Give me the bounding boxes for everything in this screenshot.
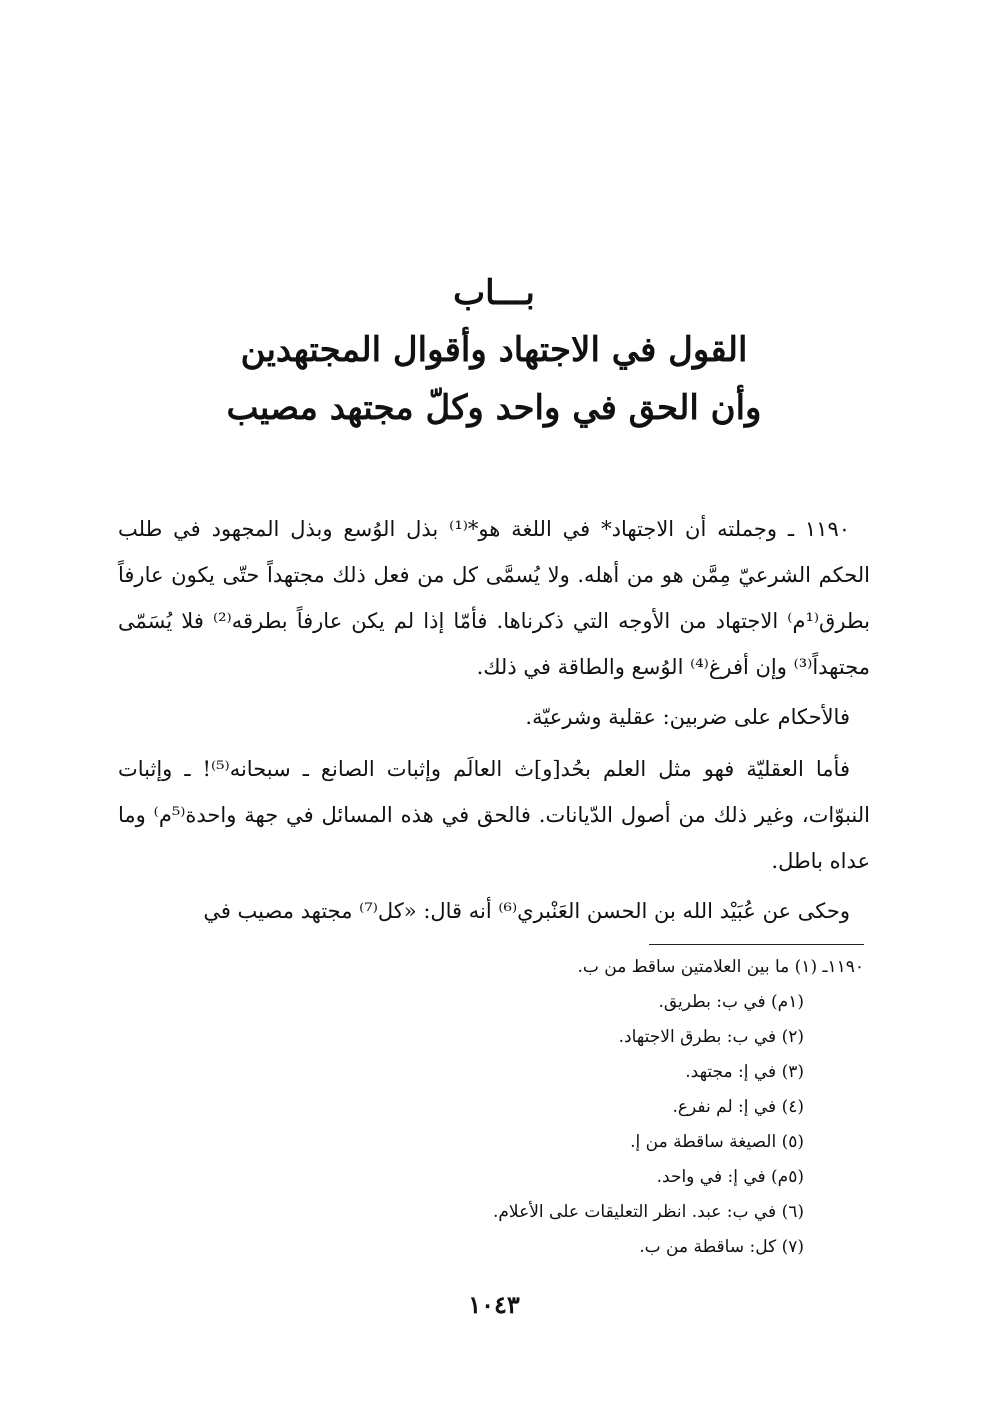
chapter-title-line-2: وأن الحق في واحد وكلّ مجتهد مصيب <box>226 388 762 428</box>
paragraph-ubaydallah <box>118 888 870 934</box>
chapter-label: بـــاب <box>453 273 535 313</box>
footnote-1m: (١م) في ب: بطريق. <box>658 992 804 1012</box>
paragraph-1190-text: ١١٩٠ ـ وجملته أن الاجتهاد* في اللغة هو*⁽¹⁾ بذل الوُسع وبذل المجهود في طلب الحكم الشرعيّ مِمَّن هو من أهله. ولا يُسمَّى كل من فعل ذلك مجتهداً حتّى يكون عارفاً بطرق⁽¹م⁾ الاجتهاد من الأوجه التي ذكرناها. فأمّا إذا لم يكن عارفاً بطرقه⁽²⁾ فلا يُسَمّى مجتهداً⁽³⁾ وإن أفرغ⁽⁴⁾ الوُسع والطاقة في ذلك. <box>118 517 870 679</box>
footnote-4: (٤) في إ: لم نفرع. <box>672 1097 804 1117</box>
footnotes <box>124 950 864 1265</box>
paragraph-ahkam <box>118 694 870 740</box>
footnote-7: (٧) كل: ساقطة من ب. <box>639 1237 804 1257</box>
paragraph-aqliyya-text: فأما العقليّة فهو مثل العلم بحُد[و]ث العالَم وإثبات الصانع ـ سبحانه⁽⁵⁾! ـ وإثبات النبوّات، وغير ذلك من أصول الدّيانات. فالحق في هذه المسائل في جهة واحدة⁽⁵م⁾ وما عداه باطل. <box>118 757 870 873</box>
footnote-2: (٢) في ب: بطرق الاجتهاد. <box>618 1027 804 1047</box>
paragraph-aqliyya <box>118 746 870 884</box>
paragraph-1190 <box>118 506 870 690</box>
paragraph-ahkam-text: فالأحكام على ضربين: عقلية وشرعيّة. <box>525 705 850 729</box>
page-number: ١٠٤٣ <box>468 1290 520 1319</box>
footnote-5: (٥) الصيغة ساقطة من إ. <box>630 1132 804 1152</box>
paragraph-ubaydallah-text: وحكى عن عُبَيْد الله بن الحسن العَنْبري⁽⁶⁾ أنه قال: «كل⁽⁷⁾ مجتهد مصيب في <box>203 899 850 923</box>
footnote-6: (٦) في ب: عبد. انظر التعليقات على الأعلام. <box>493 1202 804 1222</box>
footnote-1: ١١٩٠ـ (١) ما بين العلامتين ساقط من ب. <box>577 957 864 977</box>
chapter-title-line-1: القول في الاجتهاد وأقوال المجتهدين <box>240 330 748 370</box>
footnote-3: (٣) في إ: مجتهد. <box>685 1062 804 1082</box>
footnote-5m: (٥م) في إ: في واحد. <box>656 1167 804 1187</box>
footnote-divider <box>649 944 864 945</box>
